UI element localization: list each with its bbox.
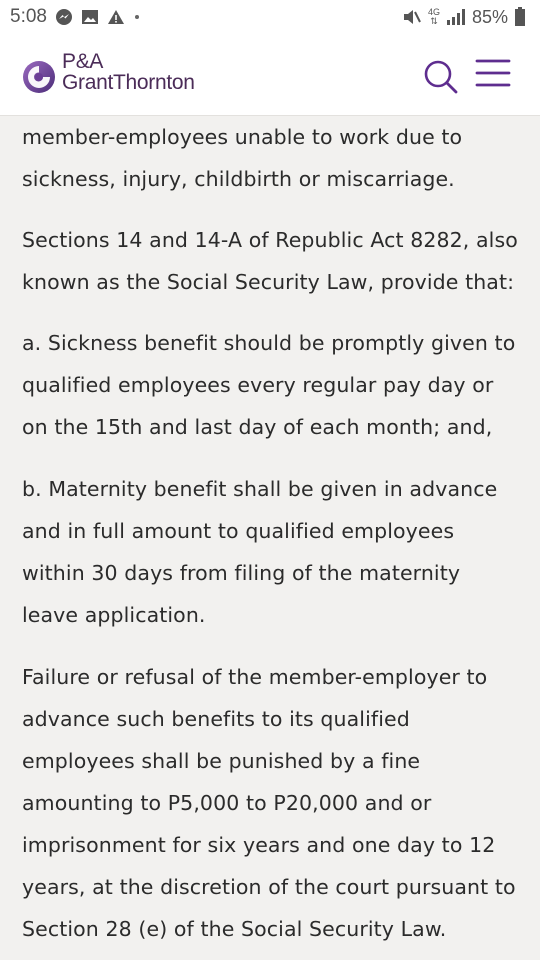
network-label: 4G xyxy=(427,7,440,17)
alert-icon xyxy=(107,9,125,25)
article-paragraph: Failure or refusal of the member-employer to advance such benefits to its qualified employees shall be punished by a fine amounting to P5,000 to P20,000 and or imprisonment for six years and one day to 12 years, at the discretion of the court pursuant to Section 28 (e) of the Social Security Law. xyxy=(22,665,516,941)
grant-thornton-logo-icon xyxy=(22,60,56,94)
logo-line1: P&A xyxy=(62,50,104,73)
hamburger-menu-icon[interactable] xyxy=(474,58,512,88)
article-body xyxy=(22,116,522,950)
battery-icon xyxy=(514,7,526,27)
mute-icon xyxy=(402,8,422,26)
gallery-icon xyxy=(81,9,99,25)
logo-text xyxy=(62,51,195,93)
article-paragraph: member-employees unable to work due to sickness, injury, childbirth or miscarriage. xyxy=(22,125,463,191)
dot-icon xyxy=(133,13,141,21)
article-paragraph: b. Maternity benefit shall be given in advance and in full amount to qualified employees within 30 days from filing of the maternity leave application. xyxy=(22,477,498,627)
logo-line2: GrantThornton xyxy=(62,71,195,94)
signal-icon xyxy=(446,8,466,26)
battery-percent: 85% xyxy=(471,6,508,27)
logo[interactable] xyxy=(22,50,195,94)
search-icon[interactable] xyxy=(420,56,460,96)
app-header xyxy=(0,34,540,116)
messenger-icon xyxy=(55,8,73,26)
article-paragraph: a. Sickness benefit should be promptly given to qualified employees every regular pay day or on the 15th and last day of each month; and, xyxy=(22,331,516,439)
status-time: 5:08 xyxy=(10,6,47,27)
network-type: 4G ⇅ xyxy=(427,7,440,26)
article-paragraph: Sections 14 and 14-A of Republic Act 8282, also known as the Social Security Law, provide that: xyxy=(22,228,518,294)
status-bar xyxy=(0,0,540,34)
